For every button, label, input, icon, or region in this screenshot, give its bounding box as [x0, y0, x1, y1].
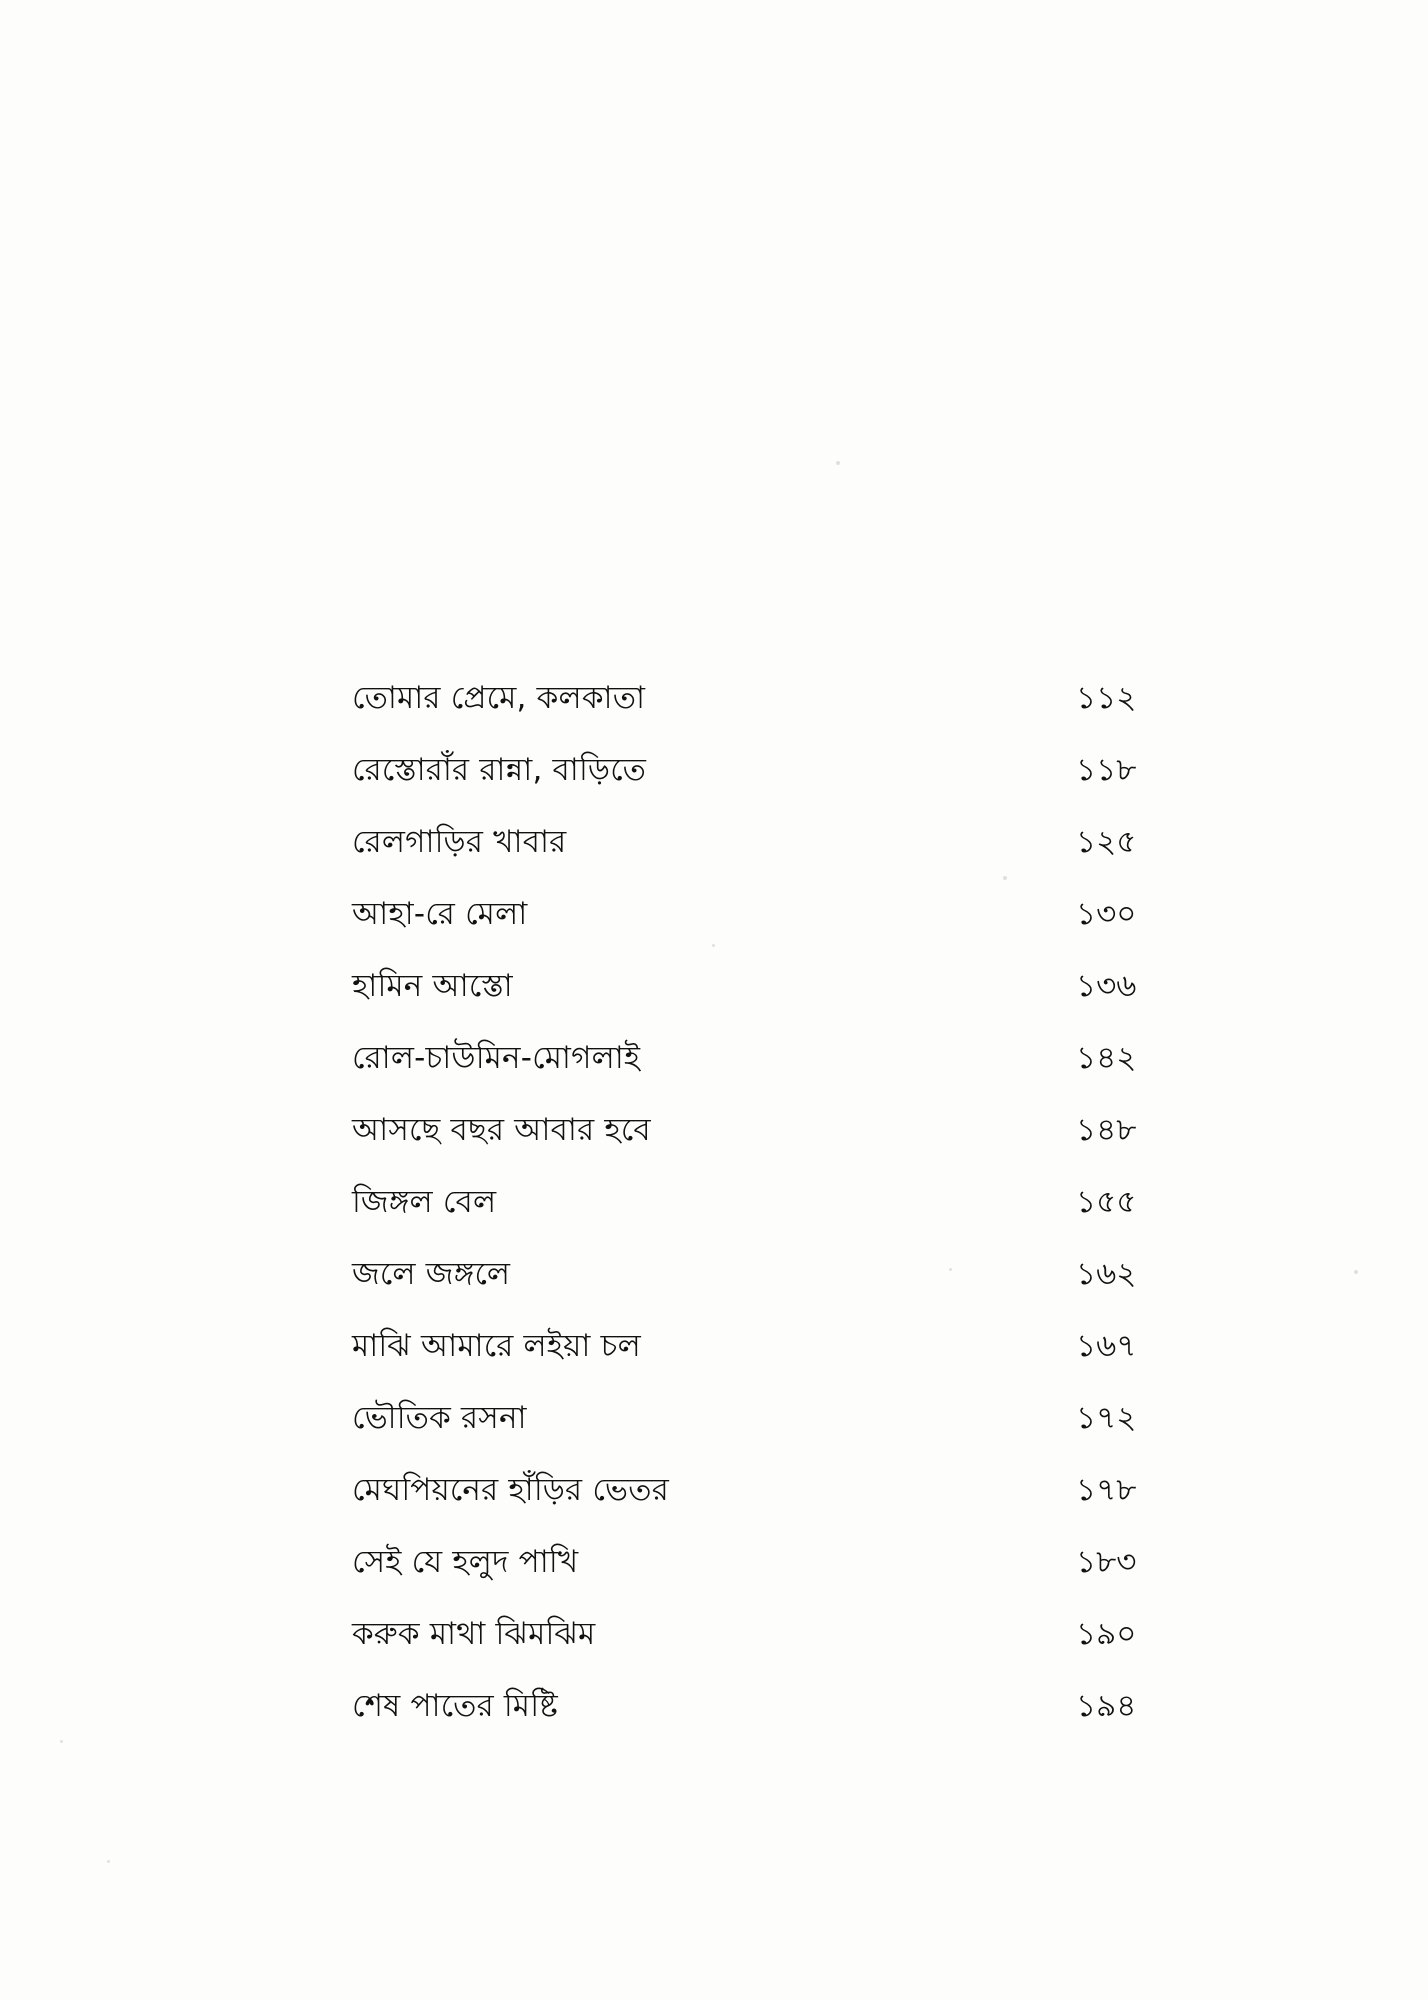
- toc-entry-page: ১৬৭: [1076, 1328, 1137, 1364]
- toc-entry[interactable]: [352, 1256, 1172, 1328]
- toc-entry[interactable]: [352, 1184, 1172, 1256]
- toc-entry-title: আসছে বছর আবার হবে: [352, 1112, 651, 1148]
- scan-speck: [107, 1860, 110, 1863]
- scan-speck: [836, 461, 840, 465]
- toc-entry-page: ১২৫: [1076, 824, 1137, 860]
- toc-entry-title: শেষ পাতের মিষ্টি: [352, 1688, 558, 1724]
- toc-entry[interactable]: [352, 752, 1172, 824]
- toc-entry-title: জলে জঙ্গলে: [352, 1256, 511, 1292]
- toc-entry[interactable]: [352, 1688, 1172, 1760]
- toc-entry-title: সেই যে হলুদ পাখি: [352, 1544, 579, 1580]
- toc-entry[interactable]: [352, 1040, 1172, 1112]
- toc-entry[interactable]: [352, 896, 1172, 968]
- toc-entry-title: ভৌতিক রসনা: [352, 1400, 527, 1436]
- toc-entry-title: তোমার প্রেমে, কলকাতা: [352, 680, 646, 716]
- toc-entry-title: মাঝি আমারে লইয়া চল: [352, 1328, 641, 1364]
- toc-entry-page: ১৭২: [1076, 1400, 1137, 1436]
- table-of-contents: [352, 680, 1172, 1760]
- toc-entry[interactable]: [352, 968, 1172, 1040]
- toc-entry-page: ১৯০: [1076, 1616, 1137, 1652]
- toc-entry[interactable]: [352, 824, 1172, 896]
- toc-entry-title: রেলগাড়ির খাবার: [352, 824, 567, 860]
- toc-entry-page: ১৪২: [1076, 1040, 1137, 1076]
- toc-entry-title: করুক মাথা ঝিমঝিম: [352, 1616, 596, 1652]
- toc-entry-title: রেস্তোরাঁর রান্না, বাড়িতে: [352, 752, 647, 788]
- toc-entry[interactable]: [352, 680, 1172, 752]
- toc-entry-page: ১৮৩: [1076, 1544, 1137, 1580]
- toc-entry[interactable]: [352, 1616, 1172, 1688]
- toc-entry[interactable]: [352, 1544, 1172, 1616]
- toc-entry[interactable]: [352, 1112, 1172, 1184]
- toc-entry-title: রোল-চাউমিন-মোগলাই: [352, 1040, 641, 1076]
- scan-speck: [60, 1740, 63, 1743]
- toc-entry-title: আহা-রে মেলা: [352, 896, 528, 932]
- toc-entry[interactable]: [352, 1328, 1172, 1400]
- toc-entry-page: ১৭৮: [1076, 1472, 1137, 1508]
- toc-entry-page: ১৩০: [1076, 896, 1137, 932]
- toc-entry-page: ১১৮: [1076, 752, 1137, 788]
- toc-entry-page: ১৪৮: [1076, 1112, 1137, 1148]
- toc-entry-title: মেঘপিয়নের হাঁড়ির ভেতর: [352, 1472, 669, 1508]
- toc-entry-page: ১১২: [1076, 680, 1137, 716]
- toc-entry-page: ১৬২: [1076, 1256, 1137, 1292]
- toc-entry-page: ১৫৫: [1076, 1184, 1137, 1220]
- toc-entry[interactable]: [352, 1472, 1172, 1544]
- toc-entry-title: জিঙ্গল বেল: [352, 1184, 497, 1220]
- toc-entry[interactable]: [352, 1400, 1172, 1472]
- scan-speck: [1354, 1270, 1358, 1274]
- toc-entry-title: হামিন আস্তো: [352, 968, 513, 1004]
- toc-entry-page: ১৩৬: [1076, 968, 1137, 1004]
- toc-entry-page: ১৯৪: [1076, 1688, 1137, 1724]
